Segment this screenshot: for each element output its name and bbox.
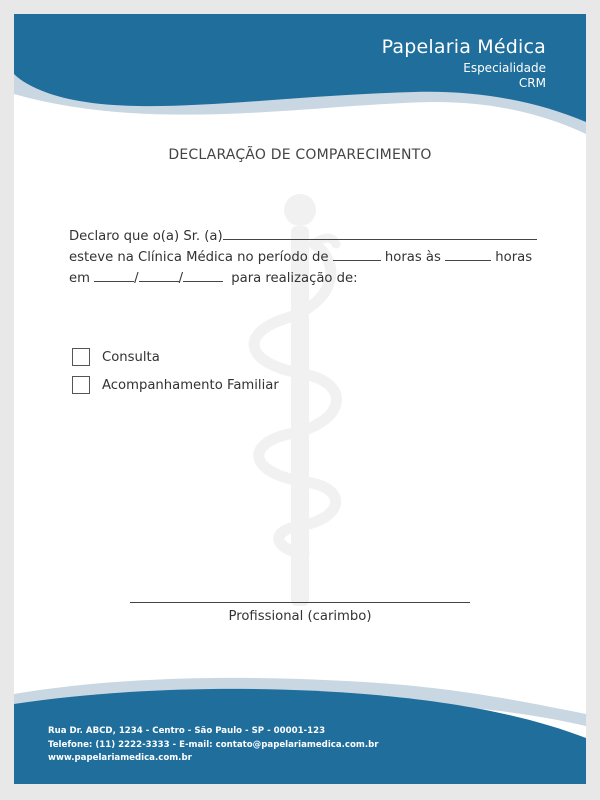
start-hour-field[interactable] bbox=[333, 247, 381, 261]
declaration-line-1-text: Declaro que o(a) Sr. (a) bbox=[69, 229, 223, 244]
signature-label: Profissional (carimbo) bbox=[228, 609, 372, 624]
footer-contact bbox=[48, 725, 379, 766]
signature-block bbox=[130, 602, 470, 624]
patient-name-field[interactable] bbox=[223, 226, 537, 240]
end-hour-field[interactable] bbox=[445, 247, 491, 261]
date-day-field[interactable] bbox=[94, 268, 134, 282]
declaration-line-2 bbox=[69, 247, 539, 268]
brand-block bbox=[382, 36, 546, 90]
letterhead-sheet bbox=[14, 14, 586, 784]
date-separator-2: / bbox=[178, 271, 184, 286]
signature-line[interactable] bbox=[130, 602, 470, 603]
declaration-line-2-text-c: horas bbox=[495, 250, 533, 265]
declaration-line-3-text-a: em bbox=[69, 271, 90, 286]
acompanhamento-checkbox[interactable] bbox=[72, 376, 90, 394]
letterhead-background bbox=[14, 14, 586, 784]
footer-address: Rua Dr. ABCD, 1234 - Centro - São Paulo - SP - 00001-123 bbox=[48, 726, 326, 736]
option-acompanhamento-familiar[interactable] bbox=[72, 371, 279, 399]
purpose-options bbox=[72, 343, 279, 399]
option-label: Acompanhamento Familiar bbox=[102, 377, 279, 393]
consulta-checkbox[interactable] bbox=[72, 348, 90, 366]
date-month-field[interactable] bbox=[139, 268, 179, 282]
declaration-line-1 bbox=[69, 226, 539, 247]
declaration-line-3-text-b: para realização de: bbox=[231, 271, 358, 286]
brand-crm: CRM bbox=[518, 76, 546, 90]
declaration-line-2-text-a: esteve na Clínica Médica no período de bbox=[69, 250, 329, 265]
declaration-line-3 bbox=[69, 268, 539, 289]
option-consulta[interactable] bbox=[72, 343, 279, 371]
date-separator-1: / bbox=[134, 271, 139, 286]
declaration-text bbox=[69, 226, 539, 289]
footer-website: www.papelariamedica.com.br bbox=[48, 753, 192, 763]
footer-contact-line: Telefone: (11) 2222-3333 - E-mail: contato@papelariamedica.com.br bbox=[48, 739, 379, 750]
brand-subtitle: Especialidade bbox=[463, 61, 546, 75]
declaration-line-2-text-b: horas às bbox=[384, 250, 441, 265]
date-year-field[interactable] bbox=[183, 268, 223, 282]
brand-title: Papelaria Médica bbox=[381, 36, 546, 58]
option-label: Consulta bbox=[102, 349, 160, 365]
document-title: DECLARAÇÃO DE COMPARECIMENTO bbox=[168, 147, 432, 163]
